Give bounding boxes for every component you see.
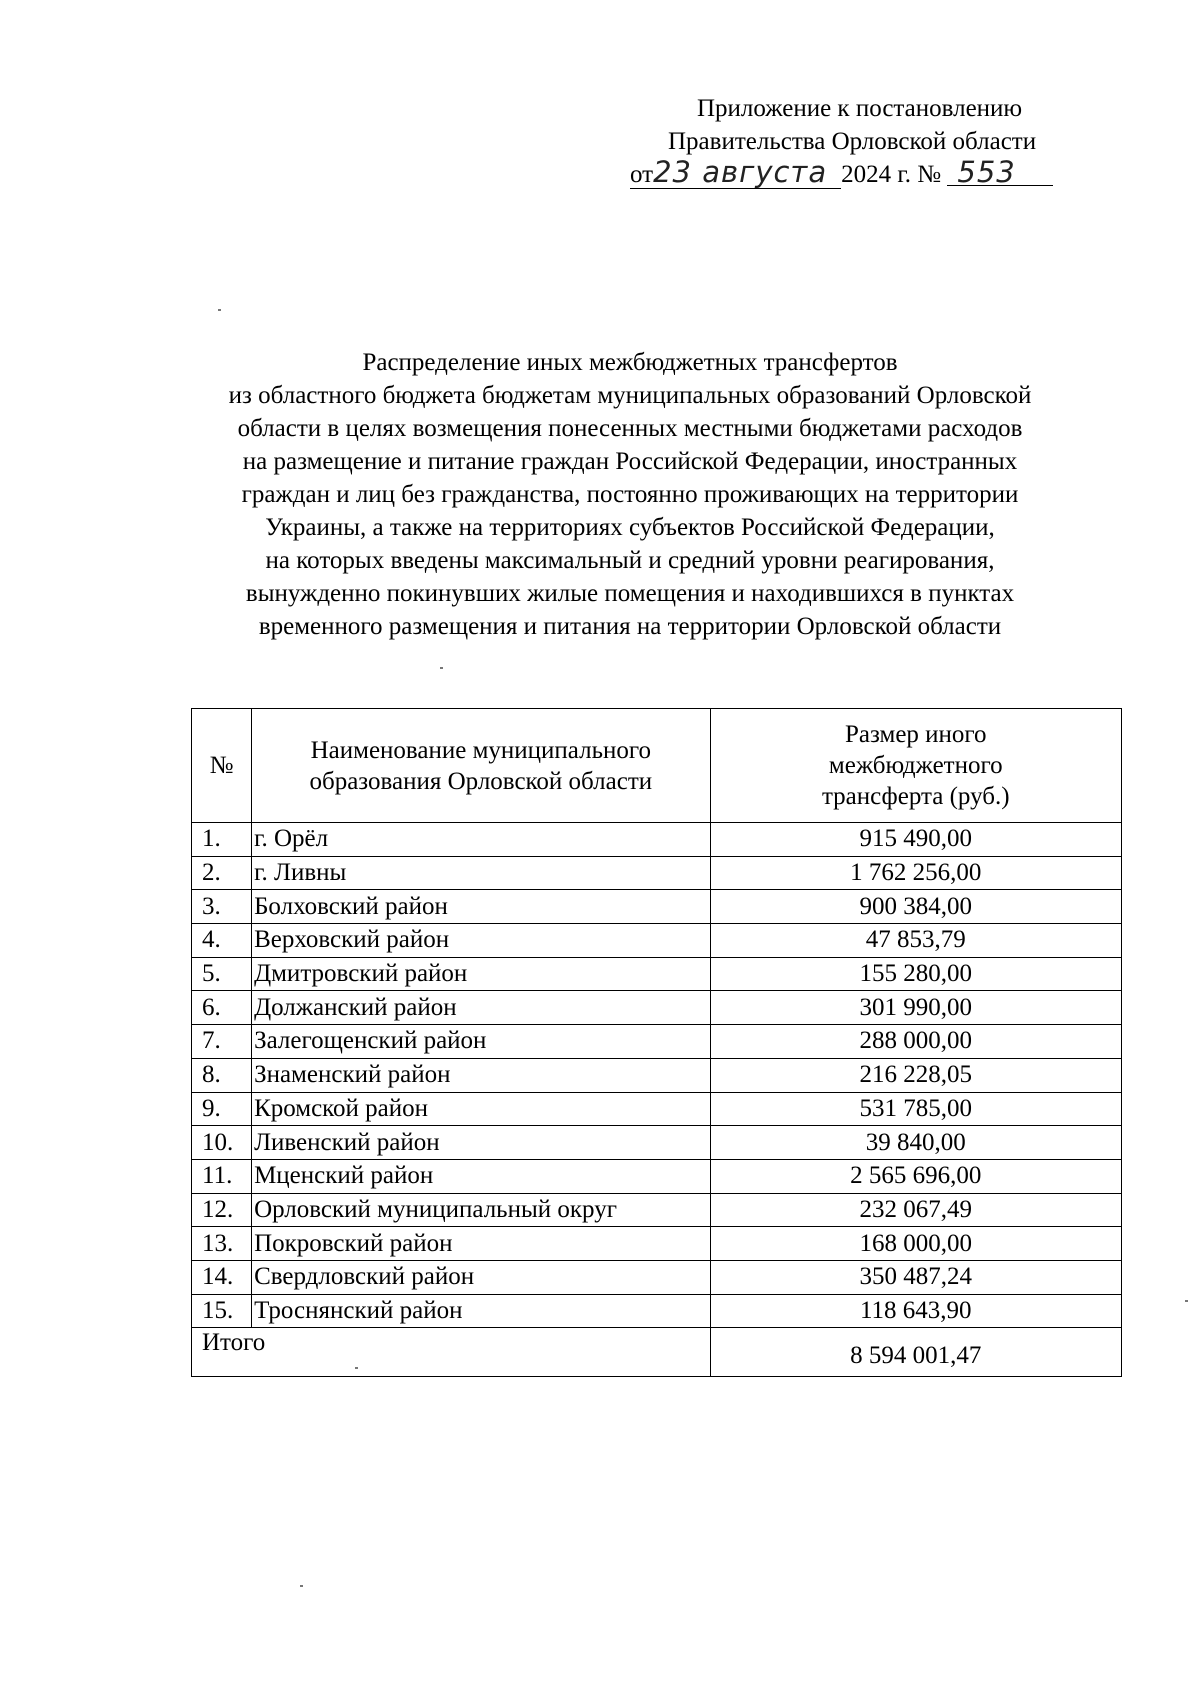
column-header-municipality-line1: Наименование муниципального bbox=[310, 736, 652, 764]
title-line: Распределение иных межбюджетных трансфертов bbox=[362, 349, 898, 376]
transfer-amount: 1 762 256,00 bbox=[710, 856, 1121, 890]
year-and-number-label: 2024 г. № bbox=[841, 161, 942, 188]
table-row bbox=[192, 1227, 1122, 1261]
table-total-row bbox=[192, 1328, 1122, 1377]
handwritten-decree-number: 553 bbox=[947, 159, 1053, 186]
total-amount: 8 594 001,47 bbox=[710, 1328, 1121, 1377]
table-row bbox=[192, 991, 1122, 1025]
transfer-amount: 232 067,49 bbox=[710, 1193, 1121, 1227]
table-row bbox=[192, 1092, 1122, 1126]
column-header-amount bbox=[710, 709, 1121, 823]
municipality-name: Троснянский район bbox=[252, 1294, 710, 1328]
transfer-amount: 2 565 696,00 bbox=[710, 1159, 1121, 1193]
municipality-name: Болховский район bbox=[252, 890, 710, 924]
transfers-table bbox=[191, 708, 1122, 1377]
transfer-amount: 900 384,00 bbox=[710, 890, 1121, 924]
row-number: 2. bbox=[192, 856, 252, 890]
municipality-name: Свердловский район bbox=[252, 1260, 710, 1294]
appendix-header-line2: Правительства Орловской области bbox=[668, 128, 1037, 155]
appendix-header-line3 bbox=[600, 155, 1100, 191]
title-line: граждан и лиц без гражданства, постоянно проживающих на территории bbox=[241, 481, 1019, 508]
handwritten-date: 23 августа bbox=[653, 155, 828, 189]
title-line: Украины, а также на территориях субъектов Российской Федерации, bbox=[265, 514, 995, 541]
column-header-amount-line3: трансферта (руб.) bbox=[821, 783, 1010, 810]
appendix-header bbox=[600, 92, 1100, 191]
column-header-amount-line2: межбюджетного bbox=[828, 752, 1003, 779]
transfer-amount: 915 490,00 bbox=[710, 823, 1121, 857]
transfer-amount: 118 643,90 bbox=[710, 1294, 1121, 1328]
column-header-municipality-line2: образования Орловской области bbox=[309, 767, 653, 795]
row-number: 1. bbox=[192, 823, 252, 857]
municipality-name: Покровский район bbox=[252, 1227, 710, 1261]
row-number: 11. bbox=[192, 1159, 252, 1193]
transfer-amount: 216 228,05 bbox=[710, 1058, 1121, 1092]
transfer-amount: 168 000,00 bbox=[710, 1227, 1121, 1261]
municipality-name: Дмитровский район bbox=[252, 957, 710, 991]
table-row bbox=[192, 1126, 1122, 1160]
municipality-name: г. Орёл bbox=[252, 823, 710, 857]
municipality-name: г. Ливны bbox=[252, 856, 710, 890]
scan-speck bbox=[300, 1585, 303, 1587]
row-number: 12. bbox=[192, 1193, 252, 1227]
table-header-row bbox=[192, 709, 1122, 823]
scan-speck bbox=[218, 309, 221, 311]
transfer-amount: 531 785,00 bbox=[710, 1092, 1121, 1126]
table-row bbox=[192, 1025, 1122, 1059]
transfer-amount: 155 280,00 bbox=[710, 957, 1121, 991]
table-row bbox=[192, 1159, 1122, 1193]
date-prefix: от bbox=[630, 161, 654, 188]
table-row bbox=[192, 924, 1122, 958]
row-number: 5. bbox=[192, 957, 252, 991]
municipality-name: Знаменский район bbox=[252, 1058, 710, 1092]
row-number: 4. bbox=[192, 924, 252, 958]
transfer-amount: 288 000,00 bbox=[710, 1025, 1121, 1059]
title-line: из областного бюджета бюджетам муниципальных образований Орловской bbox=[228, 382, 1032, 409]
row-number: 8. bbox=[192, 1058, 252, 1092]
row-number: 7. bbox=[192, 1025, 252, 1059]
column-header-amount-line1: Размер иного bbox=[844, 721, 987, 748]
row-number: 3. bbox=[192, 890, 252, 924]
document-title bbox=[170, 346, 1090, 643]
date-field bbox=[630, 155, 841, 189]
scan-speck bbox=[440, 667, 443, 669]
row-number: 6. bbox=[192, 991, 252, 1025]
transfer-amount: 39 840,00 bbox=[710, 1126, 1121, 1160]
column-header-number: № bbox=[192, 709, 252, 823]
municipality-name: Должанский район bbox=[252, 991, 710, 1025]
table-row bbox=[192, 957, 1122, 991]
table-row bbox=[192, 1294, 1122, 1328]
title-line: на которых введены максимальный и средний уровни реагирования, bbox=[265, 547, 995, 574]
title-line: области в целях возмещения понесенных местными бюджетами расходов bbox=[237, 415, 1023, 442]
appendix-header-line1: Приложение к постановлению bbox=[697, 95, 1023, 122]
table-row bbox=[192, 1193, 1122, 1227]
transfer-amount: 301 990,00 bbox=[710, 991, 1121, 1025]
row-number: 9. bbox=[192, 1092, 252, 1126]
row-number: 13. bbox=[192, 1227, 252, 1261]
table-row bbox=[192, 1260, 1122, 1294]
municipality-name: Орловский муниципальный округ bbox=[252, 1193, 710, 1227]
row-number: 15. bbox=[192, 1294, 252, 1328]
title-line: вынужденно покинувших жилые помещения и находившихся в пунктах bbox=[245, 580, 1015, 607]
transfer-amount: 350 487,24 bbox=[710, 1260, 1121, 1294]
row-number: 14. bbox=[192, 1260, 252, 1294]
column-header-municipality bbox=[252, 709, 710, 823]
municipality-name: Кромской район bbox=[252, 1092, 710, 1126]
row-number: 10. bbox=[192, 1126, 252, 1160]
municipality-name: Ливенский район bbox=[252, 1126, 710, 1160]
scan-speck bbox=[355, 1367, 358, 1369]
table-row bbox=[192, 1058, 1122, 1092]
table-row bbox=[192, 890, 1122, 924]
transfer-amount: 47 853,79 bbox=[710, 924, 1121, 958]
table-row bbox=[192, 856, 1122, 890]
title-line: на размещение и питание граждан Российской Федерации, иностранных bbox=[242, 448, 1018, 475]
total-label: Итого bbox=[192, 1328, 711, 1377]
title-line: временного размещения и питания на территории Орловской области bbox=[258, 613, 1002, 640]
municipality-name: Верховский район bbox=[252, 924, 710, 958]
scan-speck bbox=[1185, 1300, 1188, 1302]
municipality-name: Залегощенский район bbox=[252, 1025, 710, 1059]
table-row bbox=[192, 823, 1122, 857]
municipality-name: Мценский район bbox=[252, 1159, 710, 1193]
